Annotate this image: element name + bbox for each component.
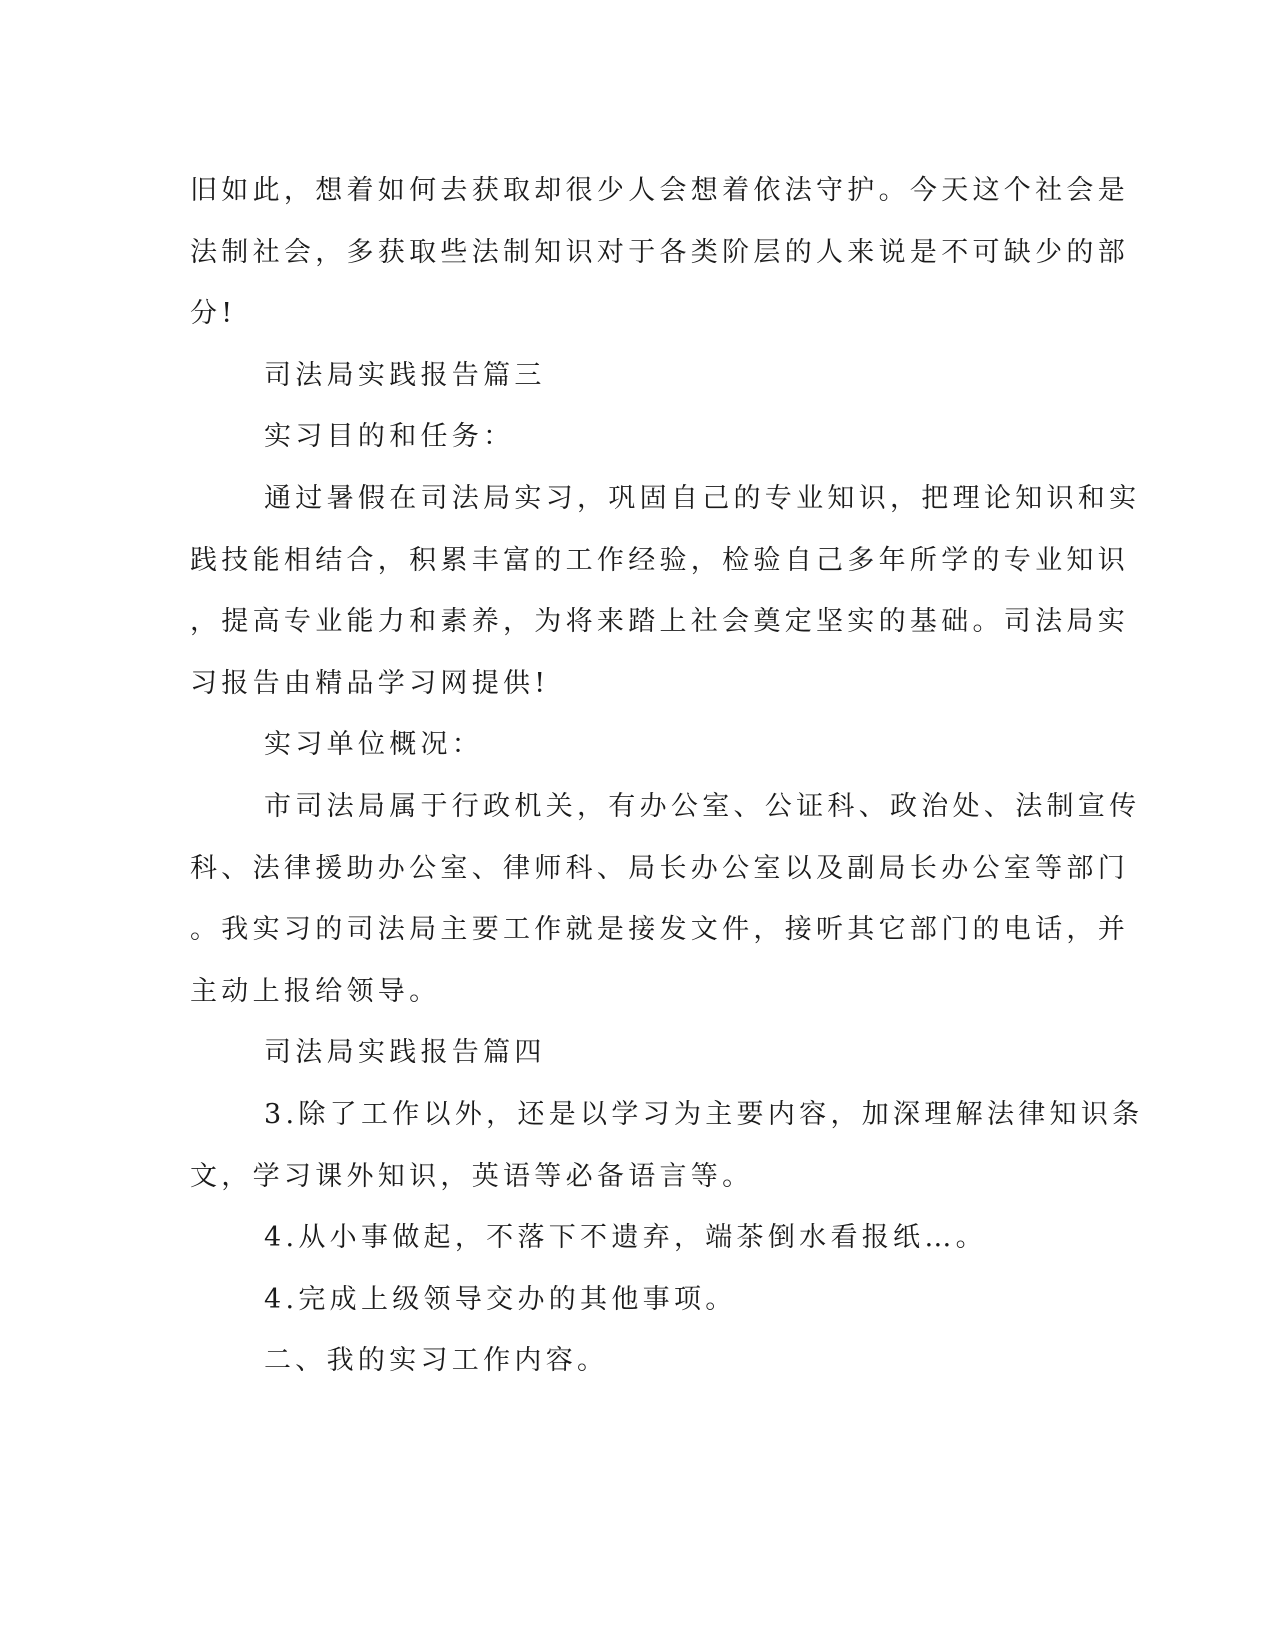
text-line: 分! bbox=[190, 298, 237, 330]
text-line: 文，学习课外知识，英语等必备语言等。 bbox=[190, 1160, 754, 1192]
text-line: ，提高专业能力和素养，为将来踏上社会奠定坚实的基础。司法局实 bbox=[190, 606, 1129, 638]
text-line: 3.除了工作以外，还是以学习为主要内容，加深理解法律知识条 bbox=[264, 1098, 1144, 1130]
text-line: 实习单位概况： bbox=[264, 729, 484, 761]
text-line: 习报告由精品学习网提供! bbox=[190, 667, 550, 699]
text-line: 市司法局属于行政机关，有办公室、公证科、政治处、法制宣传 bbox=[264, 790, 1141, 822]
text-line: 法制社会，多获取些法制知识对于各类阶层的人来说是不可缺少的部 bbox=[190, 236, 1129, 268]
text-line: 践技能相结合，积累丰富的工作经验，检验自己多年所学的专业知识 bbox=[190, 544, 1129, 576]
text-line: 司法局实践报告篇四 bbox=[264, 1037, 546, 1069]
text-line: 通过暑假在司法局实习，巩固自己的专业知识，把理论知识和实 bbox=[264, 482, 1141, 514]
text-line: 4.从小事做起，不落下不遗弃，端茶倒水看报纸…。 bbox=[264, 1222, 987, 1254]
text-line: 实习目的和任务： bbox=[264, 421, 515, 453]
text-line: 。我实习的司法局主要工作就是接发文件，接听其它部门的电话，并 bbox=[190, 914, 1129, 946]
text-line: 主动上报给领导。 bbox=[190, 975, 441, 1007]
document-body bbox=[190, 160, 1144, 1392]
text-line: 司法局实践报告篇三 bbox=[264, 359, 546, 391]
text-line: 二、我的实习工作内容。 bbox=[264, 1345, 609, 1377]
text-line: 4.完成上级领导交办的其他事项。 bbox=[264, 1283, 737, 1315]
text-line: 旧如此，想着如何去获取却很少人会想着依法守护。今天这个社会是 bbox=[190, 175, 1129, 206]
text-line: 科、法律援助办公室、律师科、局长办公室以及副局长办公室等部门 bbox=[190, 852, 1129, 884]
